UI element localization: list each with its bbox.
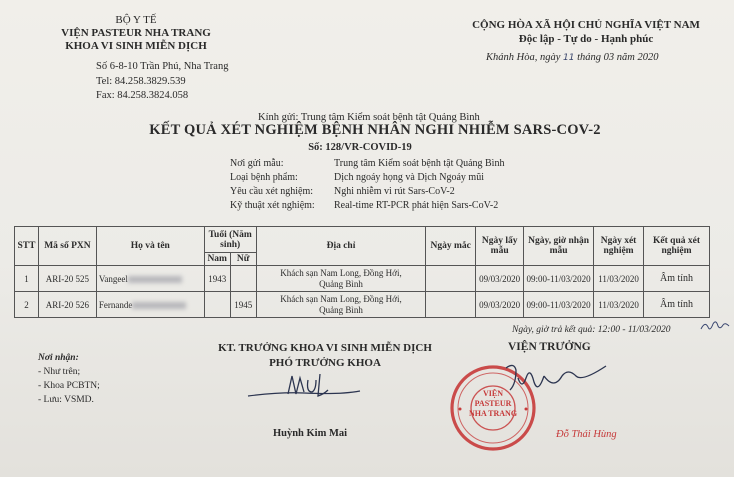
header-male: Nam — [204, 253, 230, 266]
cell-pxn: ARI-20 525 — [38, 266, 96, 292]
signature-right-icon — [498, 358, 608, 408]
recipients-title: Nơi nhận: — [38, 353, 79, 363]
info-value: Trung tâm Kiểm soát bệnh tật Quảng Bình — [334, 158, 505, 169]
cell-name — [96, 266, 204, 292]
cell-sample-date: 09/03/2020 — [476, 266, 524, 292]
info-value: Real-time RT-PCR phát hiện Sars-CoV-2 — [334, 200, 499, 211]
address-line: Khách sạn Nam Long, Đồng Hới, — [280, 267, 402, 278]
cell-pxn: ARI-20 526 — [38, 292, 96, 318]
cell-stt: 1 — [15, 266, 39, 292]
recipients-block — [38, 351, 100, 407]
recipient-item: - Lưu: VSMD. — [38, 395, 94, 405]
seal-top: VIỆN — [482, 389, 503, 398]
header-left — [36, 14, 236, 53]
cell-received: 09:00-11/03/2020 — [524, 292, 594, 318]
address-line: Khách sạn Nam Long, Đồng Hới, — [280, 293, 402, 304]
cell-female: 1945 — [230, 292, 256, 318]
national-motto: Độc lập - Tự do - Hạnh phúc — [518, 33, 654, 45]
sign-left-subtitle: PHÓ TRƯỞNG KHOA — [269, 357, 381, 369]
recipient-item: - Khoa PCBTN; — [38, 381, 100, 391]
cell-test-date: 11/03/2020 — [594, 292, 644, 318]
header-address: Địa chỉ — [256, 227, 426, 266]
department-name: KHOA VI SINH MIỄN DỊCH — [65, 40, 207, 52]
redacted-blur — [128, 276, 182, 283]
handwritten-mark — [700, 320, 730, 339]
header-right — [436, 18, 734, 46]
header-age: Tuổi (Năm sinh) — [204, 227, 256, 253]
cell-test-date: 11/03/2020 — [594, 266, 644, 292]
info-labels — [230, 157, 315, 213]
seal-bottom: NHA TRANG — [468, 409, 518, 418]
signer-right-name: Đỗ Thái Hùng — [556, 429, 617, 440]
table-row — [15, 266, 710, 292]
cell-stt: 2 — [15, 292, 39, 318]
header-stt: STT — [15, 227, 39, 266]
info-label: Yêu cầu xét nghiệm: — [230, 186, 314, 197]
tel: Tel: 84.258.3829.539 — [96, 75, 186, 87]
cell-male — [204, 292, 230, 318]
signer-left-name: Huỳnh Kim Mai — [272, 428, 348, 439]
seal-middle: PASTEUR — [474, 399, 512, 408]
address: Số 6-8-10 Trần Phú, Nha Trang — [96, 61, 229, 72]
cell-male: 1943 — [204, 266, 230, 292]
info-value: Dịch ngoáy họng và Dịch Ngoáy mũi — [334, 172, 484, 183]
info-label: Nơi gửi mẫu: — [230, 158, 284, 169]
signature-left-icon — [244, 366, 364, 416]
signature-right — [498, 358, 608, 413]
header-pxn: Mã số PXN — [38, 227, 96, 266]
issue-date — [486, 52, 658, 63]
info-label: Loại bệnh phẩm: — [230, 172, 298, 183]
cell-address — [256, 292, 426, 318]
info-value: Nghi nhiễm vi rút Sars-CoV-2 — [334, 186, 455, 197]
date-suffix: tháng 03 năm 2020 — [577, 52, 659, 63]
header-result: Kết quả xét nghiệm — [644, 227, 710, 266]
info-label: Kỹ thuật xét nghiệm: — [230, 200, 315, 211]
cell-result: Âm tính — [644, 266, 710, 292]
cell-female — [230, 266, 256, 292]
cell-result: Âm tính — [644, 292, 710, 318]
date-prefix: Khánh Hòa, ngày — [486, 52, 561, 63]
header-sample-date: Ngày lấy mẫu — [476, 227, 524, 266]
header-received: Ngày, giờ nhận mẫu — [524, 227, 594, 266]
results-table — [14, 226, 710, 318]
sign-left-title: KT. TRƯỞNG KHOA VI SINH MIỄN DỊCH — [218, 342, 432, 354]
cell-received: 09:00-11/03/2020 — [524, 266, 594, 292]
address-line: Quảng Bình — [319, 304, 363, 315]
table-header-row — [15, 227, 710, 253]
document-title: KẾT QUẢ XÉT NGHIỆM BỆNH NHÂN NGHI NHIỄM SARS-COV-2 — [149, 122, 601, 138]
national-title: CỘNG HÒA XÃ HỘI CHỦ NGHĨA VIỆT NAM — [472, 19, 700, 31]
address-line: Quảng Bình — [319, 278, 363, 289]
institute-name: VIỆN PASTEUR NHA TRANG — [61, 27, 211, 39]
cell-onset — [426, 292, 476, 318]
table-row — [15, 292, 710, 318]
return-time: Ngày, giờ trả kết quả: 12:00 - 11/03/2020 — [512, 325, 671, 335]
recipient-item: - Như trên; — [38, 367, 81, 377]
recipient-line: Kính gửi: Trung tâm Kiểm soát bệnh tật Quảng Bình — [258, 112, 480, 123]
cell-address — [256, 266, 426, 292]
info-values — [334, 157, 504, 213]
fax: Fax: 84.258.3824.058 — [96, 90, 189, 101]
header-onset: Ngày mắc — [426, 227, 476, 266]
address-block — [96, 60, 228, 104]
header-female: Nữ — [230, 253, 256, 266]
header-test-date: Ngày xét nghiệm — [594, 227, 644, 266]
cell-onset — [426, 266, 476, 292]
patient-name: Fernande — [98, 299, 133, 310]
cell-sample-date: 09/03/2020 — [476, 292, 524, 318]
header-name: Họ và tên — [96, 227, 204, 266]
signature-left — [244, 366, 364, 421]
director-title: VIỆN TRƯỞNG — [508, 341, 591, 353]
date-day: 11 — [563, 53, 575, 63]
cell-name — [96, 292, 204, 318]
handwritten-mark-icon — [700, 320, 730, 334]
document-number: Số: 128/VR-COVID-19 — [308, 142, 412, 153]
patient-name: Vangeel — [98, 273, 128, 284]
ministry-name: BỘ Y TẾ — [115, 14, 157, 26]
redacted-blur — [132, 302, 186, 309]
